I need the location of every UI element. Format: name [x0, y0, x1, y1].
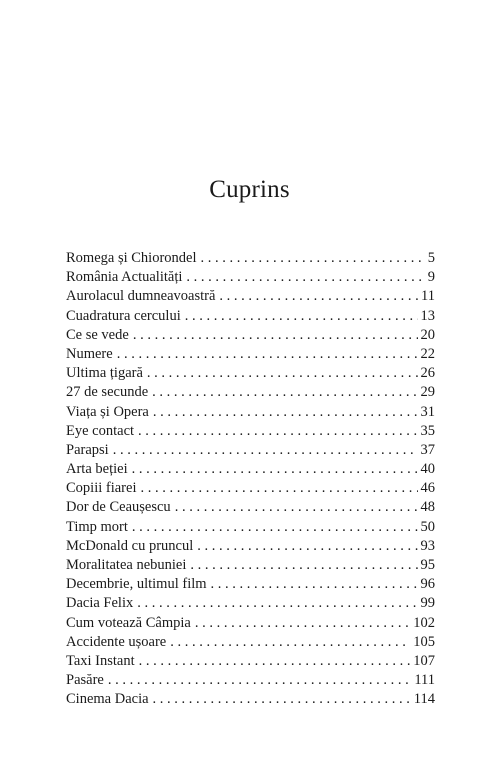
- toc-entry: [66, 690, 435, 709]
- toc-entry-title: Romega și Chiorondel: [66, 250, 197, 266]
- dot-leader: [117, 345, 418, 364]
- toc-entry-page-number: 9: [427, 269, 435, 286]
- toc-entry-page-number: 93: [420, 537, 435, 554]
- toc-entry-page-number: 102: [413, 614, 435, 631]
- toc-entry: [66, 671, 435, 690]
- toc-entry-title: Viața și Opera: [66, 403, 149, 420]
- dot-leader: [175, 498, 418, 517]
- toc-entry: [66, 345, 435, 364]
- toc-entry: [66, 633, 435, 652]
- toc-entry-page-number: 40: [420, 461, 435, 478]
- toc-entry: [66, 556, 435, 575]
- dot-leader: [211, 575, 418, 594]
- toc-entry-title: Cum votează Câmpia: [66, 614, 191, 631]
- toc-entry: [66, 268, 435, 287]
- toc-entry-page-number: 13: [420, 307, 435, 324]
- toc-entry-title: Timp mort: [66, 518, 128, 535]
- toc-entry: [66, 537, 435, 556]
- toc-entry-page-number: 99: [420, 595, 435, 612]
- dot-leader: [133, 326, 418, 345]
- toc-entry-title: Ce se vede: [66, 326, 129, 343]
- toc-entry-page-number: 35: [420, 422, 435, 439]
- toc-entry-page-number: 105: [413, 633, 435, 650]
- toc-entry-title: Pasăre: [66, 672, 104, 689]
- toc-entry-page-number: 20: [420, 326, 435, 343]
- page-title: Cuprins: [209, 176, 290, 203]
- toc-entry-page-number: 29: [420, 384, 435, 401]
- toc-entry-page-number: 31: [420, 403, 435, 420]
- table-of-contents: [66, 249, 435, 710]
- dot-leader: [190, 556, 417, 575]
- toc-entry-page-number: 111: [414, 672, 435, 689]
- toc-entry-page-number: 26: [420, 365, 435, 382]
- toc-entry-page-number: 46: [420, 480, 435, 497]
- toc-entry-title: Decembrie, ultimul film: [66, 576, 207, 593]
- toc-entry-title: Ultima țigară: [66, 365, 143, 382]
- toc-entry: [66, 249, 435, 268]
- toc-entry-page-number: 95: [420, 557, 435, 573]
- dot-leader: [108, 671, 411, 690]
- toc-entry-title: McDonald cu pruncul: [66, 537, 194, 554]
- toc-entry-title: Taxi Instant: [66, 652, 135, 669]
- dot-leader: [170, 633, 410, 652]
- toc-entry-title: Dacia Felix: [66, 595, 134, 612]
- dot-leader: [113, 441, 418, 460]
- toc-entry-page-number: 37: [420, 441, 435, 458]
- dot-leader: [152, 383, 417, 402]
- toc-entry-title: 27 de secunde: [66, 384, 149, 401]
- toc-entry-page-number: 48: [420, 499, 435, 516]
- toc-entry-page-number: 96: [420, 576, 435, 593]
- toc-entry-title: Eye contact: [66, 422, 135, 439]
- toc-entry-page-number: 11: [421, 288, 435, 305]
- toc-entry-title: România Actualități: [66, 269, 183, 286]
- toc-entry: [66, 287, 435, 306]
- dot-leader: [147, 364, 418, 383]
- dot-leader: [140, 479, 417, 498]
- dot-leader: [185, 307, 418, 326]
- dot-leader: [138, 422, 417, 441]
- toc-entry-page-number: 107: [413, 652, 435, 669]
- toc-entry-title: Accidente ușoare: [66, 633, 167, 650]
- dot-leader: [197, 537, 417, 556]
- dot-leader: [219, 287, 418, 306]
- dot-leader: [201, 249, 425, 268]
- dot-leader: [186, 268, 424, 287]
- toc-entry: [66, 594, 435, 613]
- toc-entry-page-number: 22: [420, 345, 435, 362]
- toc-entry-title: Parapsi: [66, 441, 109, 458]
- toc-entry: [66, 403, 435, 422]
- toc-entry: [66, 422, 435, 441]
- dot-leader: [153, 690, 411, 709]
- toc-entry-title: Cuadratura cercului: [66, 307, 181, 324]
- toc-entry-title: Cinema Dacia: [66, 691, 149, 708]
- toc-entry: [66, 307, 435, 326]
- toc-entry-title: Moralitatea nebuniei: [66, 557, 187, 573]
- toc-entry-title: Numere: [66, 345, 113, 362]
- toc-entry: [66, 652, 435, 671]
- toc-entry-page-number: 114: [413, 691, 435, 708]
- dot-leader: [137, 594, 417, 613]
- dot-leader: [132, 518, 418, 537]
- toc-entry-title: Arta beției: [66, 461, 128, 478]
- toc-entry-page-number: 5: [427, 250, 435, 266]
- toc-entry: [66, 326, 435, 345]
- toc-entry: [66, 575, 435, 594]
- dot-leader: [139, 652, 411, 671]
- toc-entry-title: Copiii fiarei: [66, 480, 137, 497]
- toc-entry: [66, 460, 435, 479]
- dot-leader: [132, 460, 418, 479]
- toc-entry: [66, 364, 435, 383]
- dot-leader: [153, 403, 418, 422]
- toc-entry: [66, 498, 435, 517]
- toc-entry-title: Dor de Ceaușescu: [66, 499, 171, 516]
- toc-entry-title: Aurolacul dumneavoastră: [66, 288, 216, 305]
- toc-entry: [66, 614, 435, 633]
- toc-entry: [66, 383, 435, 402]
- toc-entry-page-number: 50: [420, 518, 435, 535]
- dot-leader: [195, 614, 410, 633]
- toc-entry: [66, 518, 435, 537]
- toc-entry: [66, 441, 435, 460]
- toc-entry: [66, 479, 435, 498]
